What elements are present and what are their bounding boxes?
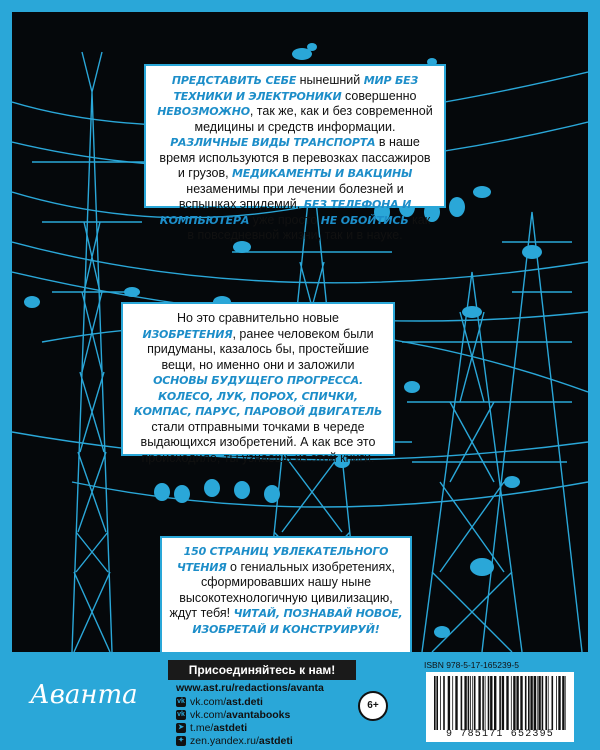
barcode-bar [461, 676, 463, 730]
barcode-bar [499, 676, 501, 730]
barcode-bar [470, 676, 471, 730]
highlighted-text: РАЗЛИЧНЫЕ ВИДЫ ТРАНСПОРТА [170, 136, 376, 149]
body-text: в наше время используются в перевозках пассажиров и грузов, [159, 135, 431, 180]
social-link-handle: ast.deti [226, 696, 263, 708]
inventions-text-box [121, 302, 395, 465]
highlighted-text: ИЗОБРЕТЕНИЯ [142, 327, 233, 341]
body-text: , так же, как и без современной медицины и средств информации. [194, 104, 433, 134]
barcode-bar [516, 676, 518, 730]
pages-text-box [160, 536, 412, 652]
highlighted-text: БЕЗ ТЕЛЕФОНА И КОМПЬЮТЕРА [159, 198, 412, 227]
barcode-bar [542, 676, 544, 730]
barcode-bar [490, 676, 492, 730]
social-link-prefix: zen.yandex.ru/ [190, 735, 259, 747]
highlighted-text: МЕДИКАМЕНТЫ И ВАКЦИНЫ [232, 167, 413, 180]
barcode-bar [538, 676, 540, 730]
social-link-2[interactable] [176, 709, 290, 721]
highlighted-text: НЕВОЗМОЖНО [157, 105, 250, 118]
cover-artwork [12, 12, 588, 652]
avanta-logo: Аванта [30, 680, 138, 710]
barcode-bar [434, 676, 436, 730]
body-text: стали отправными точками в череде выдающихся изобретений. А как все это происходило, ты узнаешь из этой книги. [140, 419, 376, 465]
social-link-handle: astdeti [213, 722, 248, 734]
barcode-bar [472, 676, 473, 730]
barcode-bar [443, 676, 445, 730]
inventions-paragraph [133, 311, 383, 466]
barcode-bar [528, 676, 530, 730]
barcode-bar [452, 676, 453, 730]
barcode-bar [511, 676, 512, 730]
barcode-bar [494, 676, 496, 730]
social-link-prefix: vk.com/ [190, 696, 227, 708]
barcode-bar [485, 676, 486, 730]
body-text: , ранее человеком были придуманы, казалось бы, простейшие вещи, но именно они и заложили [147, 326, 374, 372]
highlighted-text: ОСНОВЫ БУДУЩЕГО ПРОГРЕССА. КОЛЕСО, ЛУК, ПОРОХ, СПИЧКИ, КОМПАС, ПАРУС, ПАРОВОЙ ДВИГАТЕЛЬ [133, 374, 383, 418]
social-link-prefix: vk.com/ [190, 709, 227, 721]
barcode-bar [482, 676, 484, 730]
barcode-bar [552, 676, 554, 730]
social-link-1[interactable] [176, 696, 263, 708]
highlighted-text: ПРЕДСТАВИТЬ СЕБЕ [171, 74, 297, 87]
body-text: нынешний [296, 73, 364, 87]
isbn-text: ISBN 978-5-17-165239-5 [424, 660, 519, 670]
barcode-bar [545, 676, 547, 730]
barcode-bar [502, 676, 504, 730]
body-text: совершенно [341, 88, 417, 103]
barcode-bar [565, 676, 566, 730]
age-rating-badge: 6+ [358, 691, 388, 721]
social-link-3[interactable] [176, 722, 247, 734]
barcode-bar [440, 676, 441, 730]
barcode-bar [468, 676, 470, 730]
barcode-bar [488, 676, 490, 730]
barcode-bar [474, 676, 476, 730]
barcode-bar [562, 676, 564, 730]
join-us-banner: Присоединяйтесь к нам! [168, 660, 356, 680]
barcode-bar [506, 676, 508, 730]
body-text: незаменимы при лечении болезней и вспышках эпидемий, [178, 181, 404, 211]
barcode-bar [530, 676, 532, 730]
barcode-bar [478, 676, 480, 730]
barcode-bar [525, 676, 527, 730]
barcode-bar [537, 676, 538, 730]
barcode-bar [556, 676, 557, 730]
body-text: уже просто [249, 212, 321, 227]
social-link-handle: astdeti [258, 735, 293, 747]
intro-text-box [144, 64, 446, 242]
barcode-bars [434, 676, 566, 730]
barcode-bar [455, 676, 457, 730]
social-link-4[interactable] [176, 735, 293, 747]
highlighted-text: НЕ ОБОЙТИСЬ [320, 213, 409, 227]
barcode-bar [513, 676, 515, 730]
highlighted-text: МИР БЕЗ ТЕХНИКИ И ЭЛЕКТРОНИКИ [173, 74, 419, 103]
barcode-bar [558, 676, 560, 730]
barcode-bar [534, 676, 536, 730]
vk-icon: vk [177, 698, 185, 705]
barcode [426, 672, 574, 742]
barcode-bar [448, 676, 450, 730]
vk-icon: vk [177, 711, 185, 718]
zen-icon: ✦ [176, 736, 186, 746]
highlighted-text: 150 СТРАНИЦ УВЛЕКАТЕЛЬНОГО ЧТЕНИЯ [176, 545, 389, 574]
barcode-bar [520, 676, 522, 730]
body-text: Но это сравнительно новые [177, 311, 339, 325]
highlighted-text: ЧИТАЙ, ПОЗНАВАЙ НОВОЕ, ИЗОБРЕТАЙ И КОНСТРУИРУЙ! [192, 607, 403, 636]
barcode-bar [436, 676, 438, 730]
barcode-bar [548, 676, 549, 730]
body-text: как в повседневной жизни, так и в науке. [187, 212, 431, 242]
publisher-website[interactable]: www.ast.ru/redactions/avanta [176, 682, 324, 694]
pages-paragraph [168, 544, 404, 637]
body-text: о гениальных изобретениях, сформировавших нашу ныне высокотехнологичную цивилизацию, ждут тебя! [169, 559, 396, 620]
barcode-number: 9 785171 652395 [445, 729, 554, 740]
barcode-bar [464, 676, 466, 730]
telegram-icon: ➤ [176, 723, 186, 733]
back-cover-footer [0, 652, 600, 750]
social-link-handle: avantabooks [226, 709, 291, 721]
intro-paragraph [156, 73, 434, 244]
social-link-prefix: t.me/ [190, 722, 214, 734]
